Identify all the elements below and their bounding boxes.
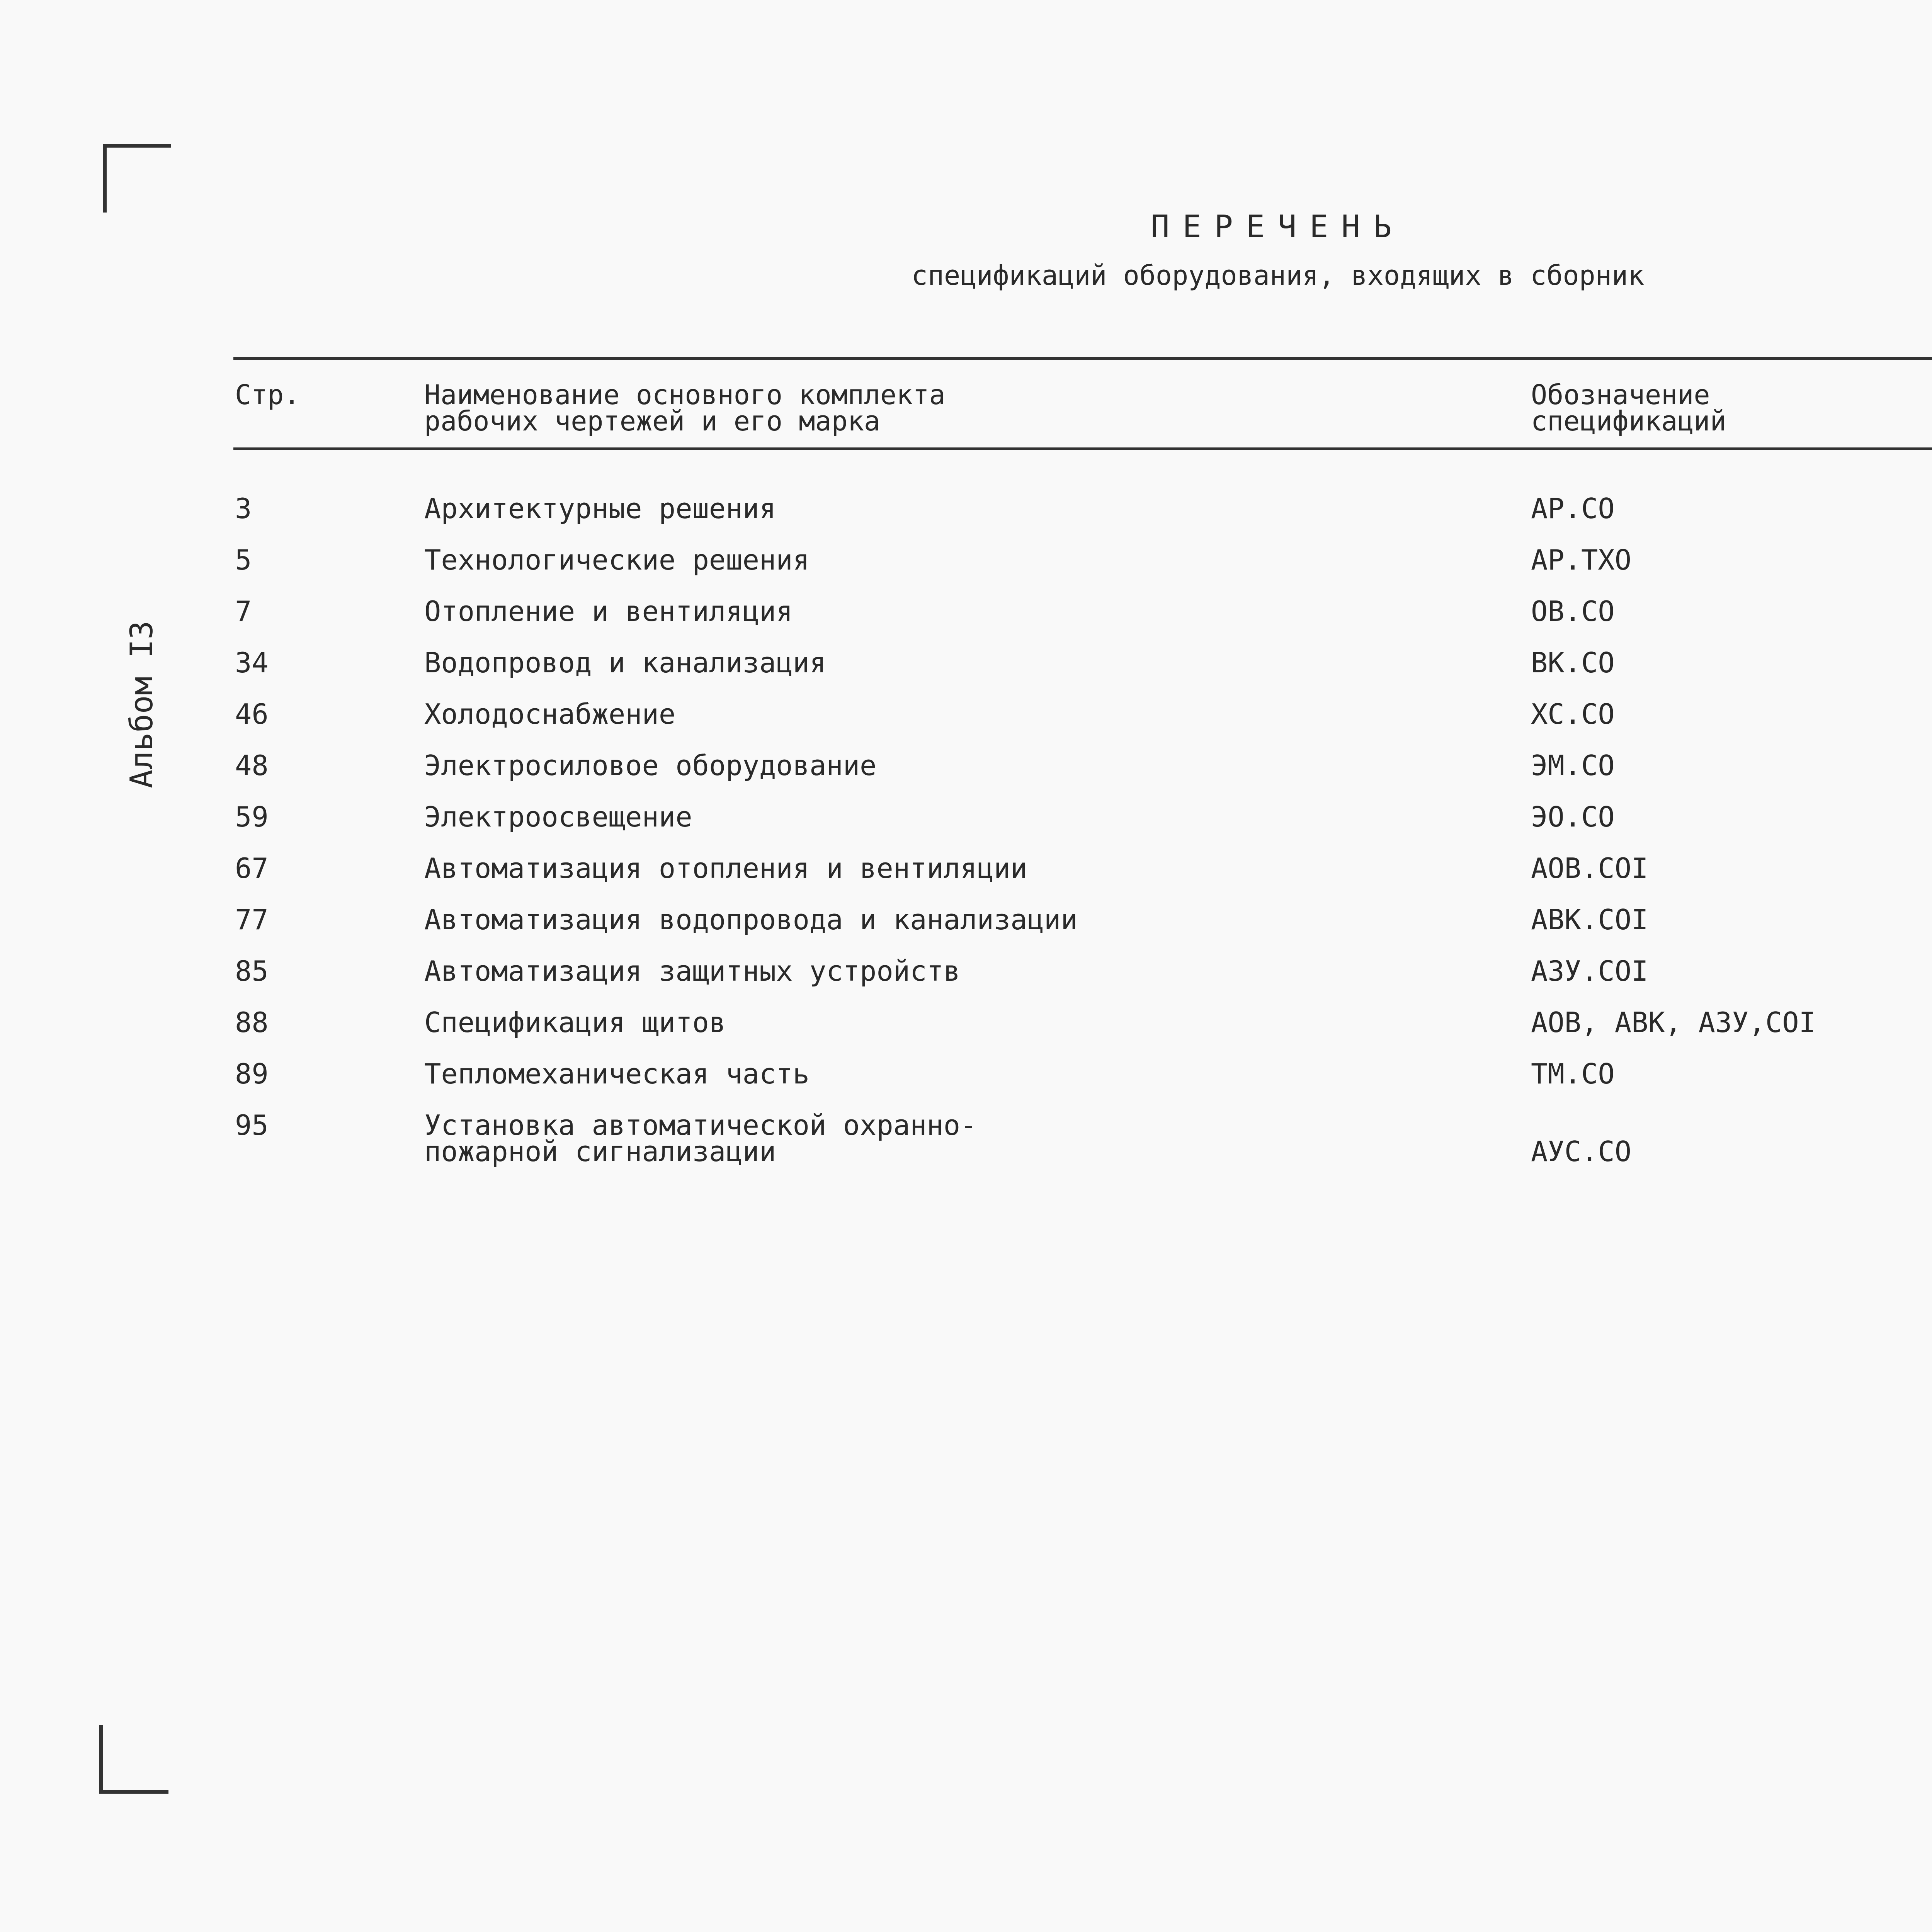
row-code: АЗУ.СОI <box>1531 955 1648 987</box>
row-code: АОВ, АВК, АЗУ,СОI <box>1531 1006 1816 1039</box>
header-page: Стр. <box>235 379 300 411</box>
row-page: 95 <box>235 1109 269 1141</box>
header-code: Обозначение спецификаций <box>1531 379 1726 437</box>
row-page: 34 <box>235 646 269 679</box>
row-code: ЭМ.СО <box>1531 749 1615 782</box>
row-code: АОВ.СОI <box>1531 852 1648 884</box>
table-top-rule <box>233 357 1932 360</box>
row-name: Технологические решения <box>424 544 810 576</box>
row-name: Установка автоматической охранно- пожарной сигнализации <box>424 1109 977 1168</box>
header-name: Наименование основного комплекта рабочих чертежей и его марка <box>424 379 946 437</box>
table-header-rule <box>233 447 1932 450</box>
crop-mark-bottom-left <box>99 1725 168 1794</box>
row-name: Архитектурные решения <box>424 492 776 525</box>
table-row <box>0 595 1932 650</box>
table-row <box>0 852 1932 907</box>
row-page: 89 <box>235 1058 269 1090</box>
row-name: Спецификация щитов <box>424 1006 726 1039</box>
table-row <box>0 1109 1932 1168</box>
row-page: 59 <box>235 801 269 833</box>
row-code: ТМ.СО <box>1531 1058 1615 1090</box>
row-name: Электроосвещение <box>424 801 692 833</box>
row-name: Водопровод и канализация <box>424 646 827 679</box>
row-code: ЭО.СО <box>1531 801 1615 833</box>
row-code: АР.ТХО <box>1531 544 1632 576</box>
table-row <box>0 698 1932 753</box>
row-page: 48 <box>235 749 269 782</box>
row-code: ХС.СО <box>1531 698 1615 730</box>
row-code: ОВ.СО <box>1531 595 1615 628</box>
row-name: Автоматизация водопровода и канализации <box>424 903 1078 936</box>
row-code: АР.СО <box>1531 492 1615 525</box>
album-label: Альбом I3 <box>124 621 160 788</box>
row-page: 7 <box>235 595 252 628</box>
table-row <box>0 955 1932 1010</box>
row-name: Электросиловое оборудование <box>424 749 877 782</box>
row-page: 3 <box>235 492 252 525</box>
row-code: ВК.СО <box>1531 646 1615 679</box>
table-row <box>0 1058 1932 1112</box>
row-name: Автоматизация отопления и вентиляции <box>424 852 1027 884</box>
row-code: АУС.СО <box>1531 1135 1632 1168</box>
row-name: Автоматизация защитных устройств <box>424 955 961 987</box>
document-title: ПЕРЕЧЕНЬ <box>1151 209 1405 245</box>
row-name: Отопление и вентиляция <box>424 595 793 628</box>
table-row <box>0 544 1932 599</box>
document-subtitle: спецификаций оборудования, входящих в сборник <box>911 260 1645 291</box>
table-row <box>0 903 1932 958</box>
row-page: 67 <box>235 852 269 884</box>
table-row <box>0 646 1932 701</box>
row-page: 46 <box>235 698 269 730</box>
row-page: 88 <box>235 1006 269 1039</box>
table-row <box>0 492 1932 547</box>
table-row <box>0 749 1932 804</box>
row-page: 5 <box>235 544 252 576</box>
row-name: Тепломеханическая часть <box>424 1058 810 1090</box>
row-page: 77 <box>235 903 269 936</box>
table-row <box>0 801 1932 855</box>
row-page: 85 <box>235 955 269 987</box>
row-code: АВК.СОI <box>1531 903 1648 936</box>
row-name: Холодоснабжение <box>424 698 676 730</box>
crop-mark-top-left <box>103 144 171 213</box>
table-row <box>0 1006 1932 1061</box>
